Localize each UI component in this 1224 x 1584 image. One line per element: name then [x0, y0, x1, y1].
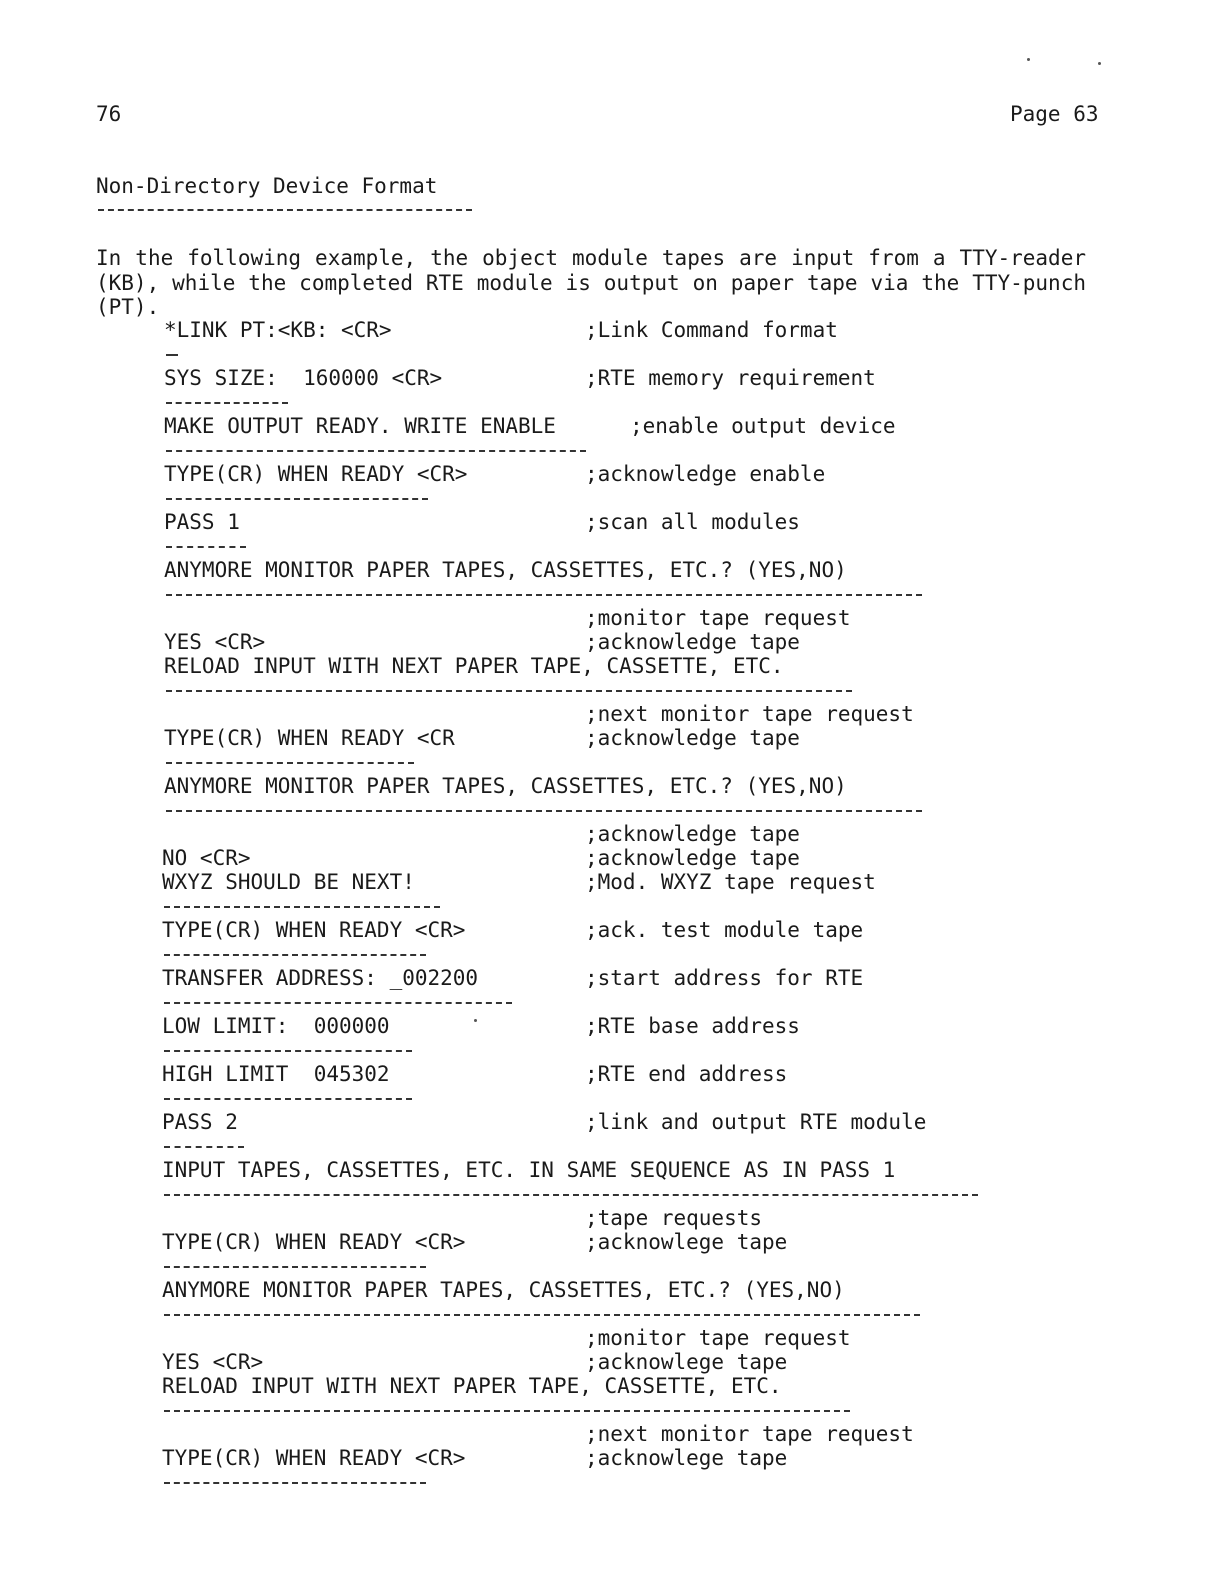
section-title: Non-Directory Device Format: [96, 174, 438, 198]
output-underline: [164, 1002, 512, 1004]
transcript-comment: ;next monitor tape request: [585, 1422, 914, 1446]
output-underline: [166, 402, 288, 404]
transcript-command: TYPE(CR) WHEN READY <CR>: [162, 1230, 466, 1254]
transcript-command: TYPE(CR) WHEN READY <CR: [164, 726, 455, 750]
output-underline: [164, 1482, 426, 1484]
page-number-right: Page 63: [1010, 102, 1099, 126]
transcript-comment: ;tape requests: [585, 1206, 763, 1230]
transcript-comment: ;link and output RTE module: [585, 1110, 927, 1134]
output-underline: [166, 450, 586, 452]
output-underline: [166, 594, 922, 596]
intro-text: In the following example, the object module tapes are input from a TTY-reader (KB), while the completed RTE module is output on paper tape via the TTY-punch (PT).: [96, 246, 1086, 319]
output-underline: [164, 1410, 850, 1412]
transcript-comment: ;ack. test module tape: [585, 918, 864, 942]
output-underline: [164, 1194, 978, 1196]
transcript-command: INPUT TAPES, CASSETTES, ETC. IN SAME SEQUENCE AS IN PASS 1: [162, 1158, 896, 1182]
transcript-comment: ;monitor tape request: [585, 1326, 851, 1350]
transcript-comment: ;Mod. WXYZ tape request: [585, 870, 876, 894]
transcript-comment: ;RTE end address: [585, 1062, 788, 1086]
transcript-command: ANYMORE MONITOR PAPER TAPES, CASSETTES, ETC.? (YES,NO): [164, 558, 847, 582]
transcript-comment: ;acknowledge tape: [585, 726, 800, 750]
transcript-command: ANYMORE MONITOR PAPER TAPES, CASSETTES, ETC.? (YES,NO): [162, 1278, 845, 1302]
output-underline: [164, 1146, 244, 1148]
output-underline: [164, 906, 440, 908]
output-underline: [166, 498, 428, 500]
transcript-comment: ;acknowlege tape: [585, 1446, 788, 1470]
output-underline: [166, 546, 246, 548]
output-underline: [166, 690, 852, 692]
transcript-comment: ;start address for RTE: [585, 966, 864, 990]
transcript-comment: ;acknowledge enable: [585, 462, 826, 486]
transcript-comment: ;monitor tape request: [585, 606, 851, 630]
transcript-comment: ;acknowledge tape: [585, 630, 800, 654]
transcript-command: WXYZ SHOULD BE NEXT!: [162, 870, 415, 894]
transcript-command: TYPE(CR) WHEN READY <CR>: [162, 918, 466, 942]
transcript-comment: ;next monitor tape request: [585, 702, 914, 726]
transcript-comment: ;acknowledge tape: [585, 822, 800, 846]
speck-mark: [1027, 58, 1030, 61]
transcript-command: TYPE(CR) WHEN READY <CR>: [162, 1446, 466, 1470]
speck-mark: [1098, 62, 1101, 65]
transcript-command: LOW LIMIT: 000000: [162, 1014, 390, 1038]
output-underline: [164, 1266, 426, 1268]
transcript-comment: ;scan all modules: [585, 510, 800, 534]
transcript-command: RELOAD INPUT WITH NEXT PAPER TAPE, CASSETTE, ETC.: [162, 1374, 782, 1398]
output-underline: [164, 1050, 412, 1052]
output-underline: [164, 954, 426, 956]
transcript-comment: ;RTE memory requirement: [585, 366, 876, 390]
output-underline: [164, 1314, 920, 1316]
transcript-comment: ;RTE base address: [585, 1014, 800, 1038]
output-underline: [164, 1098, 412, 1100]
transcript-comment: ;enable output device: [630, 414, 896, 438]
transcript-command: PASS 1: [164, 510, 240, 534]
output-underline: [166, 762, 414, 764]
transcript-comment: ;acknowlege tape: [585, 1230, 788, 1254]
transcript-command: MAKE OUTPUT READY. WRITE ENABLE: [164, 414, 556, 438]
intro-paragraph: [96, 246, 1086, 320]
transcript-command: NO <CR>: [162, 846, 251, 870]
transcript-command: PASS 2: [162, 1110, 238, 1134]
page-number-left: 76: [96, 102, 122, 126]
input-underline: [166, 354, 178, 356]
transcript-command: YES <CR>: [162, 1350, 264, 1374]
transcript-command: YES <CR>: [164, 630, 266, 654]
transcript-command: TYPE(CR) WHEN READY <CR>: [164, 462, 468, 486]
section-title-underline: [98, 209, 472, 211]
transcript-command: TRANSFER ADDRESS: _002200: [162, 966, 479, 990]
transcript-comment: ;acknowledge tape: [585, 846, 800, 870]
output-underline: [166, 810, 922, 812]
transcript-command: SYS SIZE: 160000 <CR>: [164, 366, 443, 390]
transcript-command: *LINK PT:<KB: <CR>: [164, 318, 392, 342]
transcript-command: RELOAD INPUT WITH NEXT PAPER TAPE, CASSETTE, ETC.: [164, 654, 784, 678]
transcript-comment: ;acknowlege tape: [585, 1350, 788, 1374]
transcript-command: ANYMORE MONITOR PAPER TAPES, CASSETTES, ETC.? (YES,NO): [164, 774, 847, 798]
transcript-comment: ;Link Command format: [585, 318, 838, 342]
speck-mark: [474, 1019, 477, 1022]
transcript-command: HIGH LIMIT 045302: [162, 1062, 390, 1086]
